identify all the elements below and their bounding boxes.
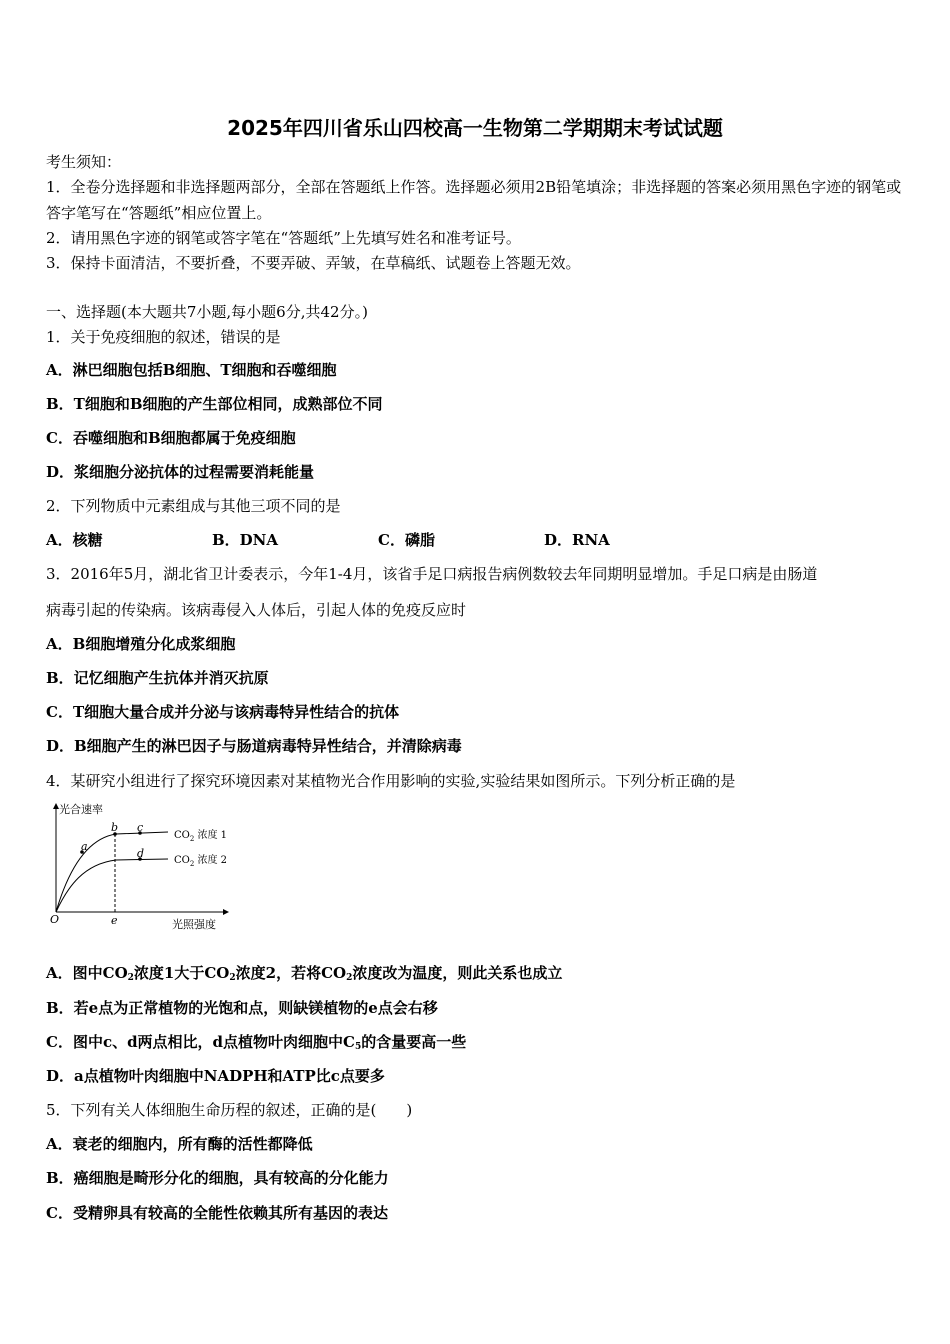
question-5-stem: 5．下列有关人体细胞生命历程的叙述，正确的是( ) — [46, 1101, 413, 1119]
notice-item-1: 1．全卷分选择题和非选择题两部分，全部在答题纸上作答。选择题必须用2B铅笔填涂；非选择题的答案必须用黑色字迹的钢笔或答字笔写在“答题纸”相应位置上。 — [46, 178, 902, 222]
question-5-option-c: C．受精卵具有较高的全能性依赖其所有基因的表达 — [46, 1204, 388, 1222]
question-2-option-c: C．磷脂 — [378, 531, 435, 549]
x-axis-label: 光照强度 — [172, 918, 216, 931]
series-co2-1-label: $CO_2$ 浓度 1 — [174, 830, 228, 843]
y-axis-label: 光合速率 — [59, 803, 103, 816]
origin-label: O — [50, 913, 60, 926]
question-4-option-b: B．若e点为正常植物的光饱和点，则缺镁植物的e点会右移 — [46, 999, 438, 1017]
series-co2-1-curve — [56, 832, 168, 912]
question-3-option-b: B．记忆细胞产生抗体并消灭抗原 — [46, 669, 269, 687]
point-c-label: c — [137, 821, 144, 834]
question-3-option-d: D．B细胞产生的淋巴因子与肠道病毒特异性结合，并清除病毒 — [46, 737, 462, 755]
section-heading: 一、选择题(本大题共7小题,每小题6分,共42分。) — [46, 303, 368, 321]
question-3-stem-line-1: 3．2016年5月，湖北省卫计委表示，今年1-4月，该省手足口病报告病例数较去年同期明显增加。手足口病是由肠道 — [46, 565, 818, 583]
series-co2-2-label: $CO_2$ 浓度 2 — [174, 855, 228, 868]
question-3-option-a: A．B细胞增殖分化成浆细胞 — [46, 635, 236, 653]
point-b-label: b — [111, 821, 119, 834]
question-3-stem-line-2: 病毒引起的传染病。该病毒侵入人体后，引起人体的免疫反应时 — [46, 601, 467, 619]
question-3-option-c: C．T细胞大量合成并分泌与该病毒特异性结合的抗体 — [46, 703, 400, 721]
notice-item-2: 2．请用黑色字迹的钢笔或答字笔在“答题纸”上先填写姓名和准考证号。 — [46, 229, 521, 247]
question-4-option-c: C．图中c、d两点相比，d点植物叶肉细胞中$C_5$的含量要高一些 — [46, 1033, 467, 1052]
question-4-stem: 4．某研究小组进行了探究环境因素对某植物光合作用影响的实验,实验结果如图所示。下列分析正确的是 — [46, 772, 736, 790]
question-2-option-d: D．RNA — [544, 531, 610, 549]
e-label: e — [111, 914, 118, 927]
question-1-stem: 1．关于免疫细胞的叙述，错误的是 — [46, 328, 281, 346]
question-1-option-d: D．浆细胞分泌抗体的过程需要消耗能量 — [46, 463, 315, 481]
question-1-option-a: A．淋巴细胞包括B细胞、T细胞和吞噬细胞 — [46, 361, 337, 379]
point-d-label: d — [137, 847, 145, 860]
series-co2-2-curve — [56, 859, 168, 912]
point-a-label: a — [81, 840, 88, 853]
notice-item-3: 3．保持卡面清洁，不要折叠，不要弄破、弄皱，在草稿纸、试题卷上答题无效。 — [46, 254, 581, 272]
page-title: 2025年四川省乐山四校高一生物第二学期期末考试试题 — [227, 116, 723, 140]
question-1-option-c: C．吞噬细胞和B细胞都属于免疫细胞 — [46, 429, 296, 447]
question-2-options — [46, 530, 846, 550]
question-4-option-d: D．a点植物叶肉细胞中NADPH和ATP比c点要多 — [46, 1067, 385, 1085]
question-1-option-b: B．T细胞和B细胞的产生部位相同，成熟部位不同 — [46, 395, 383, 413]
photosynthesis-rate-diagram — [44, 798, 244, 938]
notice-heading: 考生须知： — [46, 153, 122, 171]
question-5-option-a: A．衰老的细胞内，所有酶的活性都降低 — [46, 1135, 313, 1153]
question-2-stem: 2．下列物质中元素组成与其他三项不同的是 — [46, 497, 341, 515]
question-2-option-a: A．核糖 — [46, 531, 103, 549]
question-2-option-b: B．DNA — [212, 531, 279, 549]
question-4-option-a: A．图中$CO_2$浓度1大于$CO_2$浓度2，若将$CO_2$浓度改为温度，则此关系也成立 — [46, 964, 563, 983]
question-5-option-b: B．癌细胞是畸形分化的细胞，具有较高的分化能力 — [46, 1169, 389, 1187]
